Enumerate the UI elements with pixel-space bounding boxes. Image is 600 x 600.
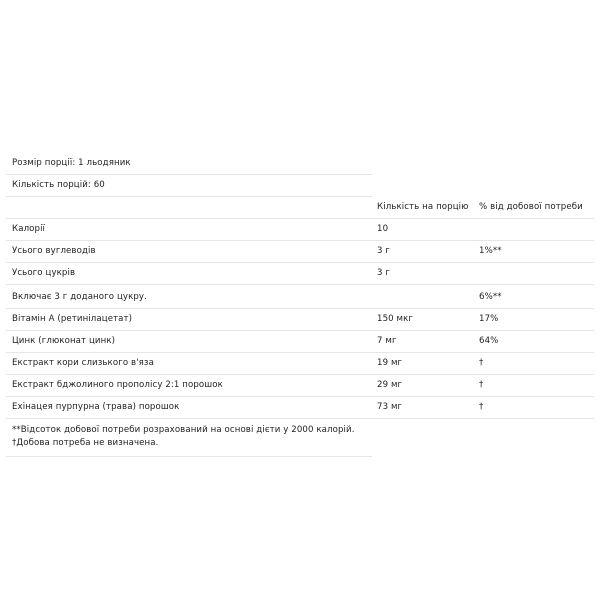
daily-value-footnote: **Відсоток добової потреби розрахований на основі дієти у 2000 калорій. bbox=[12, 425, 355, 435]
table-row bbox=[6, 263, 594, 285]
nutrient-daily-value: † bbox=[479, 358, 484, 368]
table-row bbox=[6, 219, 594, 241]
supplement-facts-table bbox=[6, 153, 594, 457]
nutrient-amount: 3 г bbox=[377, 268, 391, 278]
nutrient-name: Ехінацея пурпурна (трава) порошок bbox=[12, 402, 180, 412]
table-row bbox=[6, 397, 594, 419]
nutrient-name: Усього вуглеводів bbox=[12, 246, 96, 256]
table-row bbox=[6, 309, 594, 331]
nutrient-amount: 3 г bbox=[377, 246, 391, 256]
servings-count: Кількість порцій: 60 bbox=[12, 180, 105, 190]
table-row bbox=[6, 285, 594, 309]
daily-value-header: % від добової потреби bbox=[479, 202, 583, 212]
table-row bbox=[6, 375, 594, 397]
serving-size: Розмір порції: 1 льодяник bbox=[12, 158, 131, 168]
nutrient-name: Екстракт кори слизького в'яза bbox=[12, 358, 154, 368]
nutrient-name: Екстракт бджолиного прополісу 2:1 порошок bbox=[12, 380, 223, 390]
amount-header: Кількість на порцію bbox=[377, 202, 469, 212]
servings-count-row bbox=[6, 175, 372, 197]
nutrient-amount: 150 мкг bbox=[377, 314, 414, 324]
nutrient-amount: 73 мг bbox=[377, 402, 403, 412]
nutrient-amount: 10 bbox=[377, 224, 389, 234]
nutrient-name: Калорії bbox=[12, 224, 46, 234]
table-row bbox=[6, 331, 594, 353]
nutrient-daily-value: 17% bbox=[479, 314, 499, 324]
nutrient-daily-value: 1%** bbox=[479, 246, 502, 256]
table-row bbox=[6, 353, 594, 375]
serving-size-row bbox=[6, 153, 372, 175]
nutrient-name: Вітамін A (ретинілацетат) bbox=[12, 314, 133, 324]
nutrient-daily-value: 6%** bbox=[479, 292, 502, 302]
footnotes bbox=[6, 419, 372, 457]
nutrient-daily-value: † bbox=[479, 402, 484, 412]
table-header-row bbox=[6, 197, 594, 219]
nutrient-name: Цинк (глюконат цинк) bbox=[12, 336, 116, 346]
nutrient-daily-value: 64% bbox=[479, 336, 499, 346]
nutrient-amount: 19 мг bbox=[377, 358, 403, 368]
nutrient-daily-value: † bbox=[479, 380, 484, 390]
nutrient-amount: 7 мг bbox=[377, 336, 397, 346]
not-established-footnote: †Добова потреба не визначена. bbox=[12, 438, 159, 448]
nutrient-name: Усього цукрів bbox=[12, 268, 76, 278]
table-row bbox=[6, 241, 594, 263]
nutrient-amount: 29 мг bbox=[377, 380, 403, 390]
nutrient-name: Включає 3 г доданого цукру. bbox=[12, 292, 147, 302]
